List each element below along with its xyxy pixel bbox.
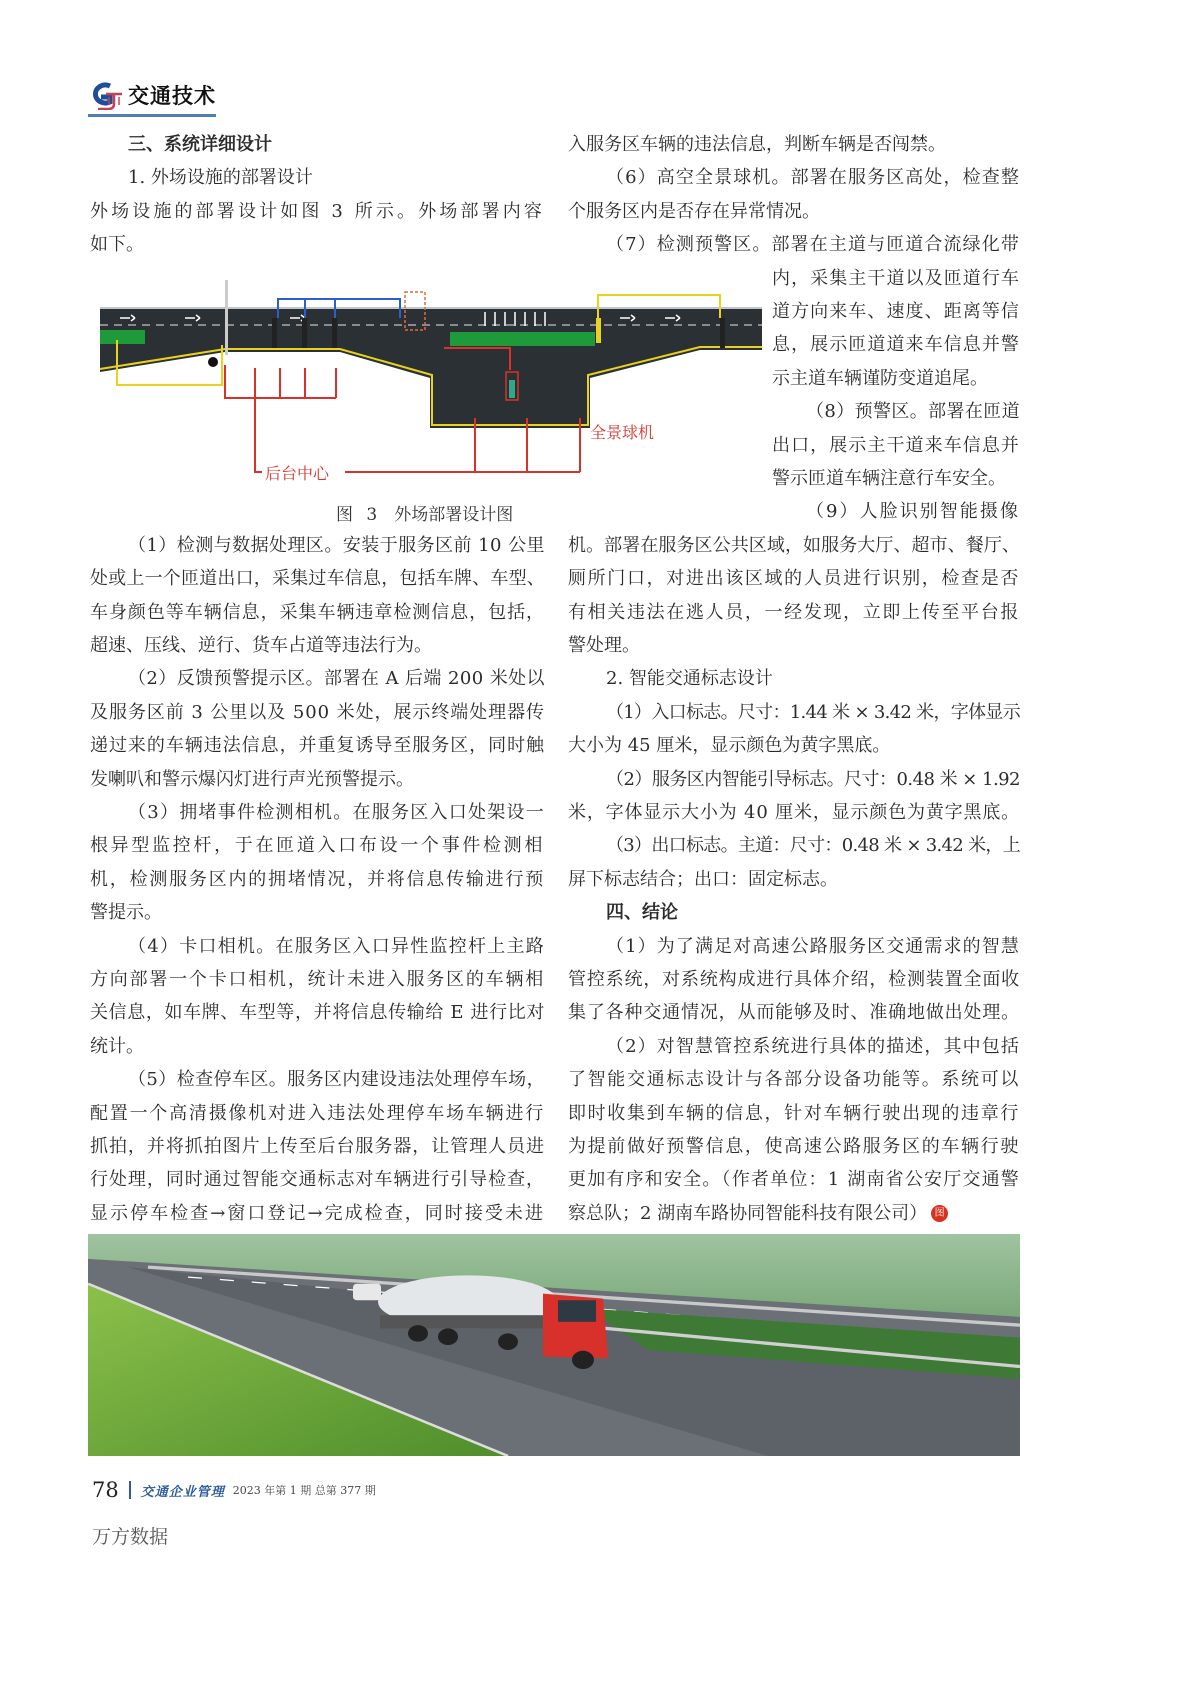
text-line: 为提前做好预警信息，使高速公路服务区的车辆行驶 — [568, 1136, 1020, 1157]
text-line: 道方向来车、速度、距离等信 — [772, 301, 1020, 322]
text-line: （8）预警区。部署在匝道 — [806, 401, 1020, 423]
text-line: （1）为了满足对高速公路服务区交通需求的智慧 — [606, 935, 1021, 957]
page-footer — [92, 1478, 376, 1502]
text-line: 内，采集主干道以及匝道行车 — [772, 267, 1020, 289]
figure-3-deployment-diagram — [95, 270, 767, 495]
text-line: 如下。 — [90, 234, 144, 256]
text-line: 息，展示匝道道来车信息并警 — [772, 334, 1020, 356]
text-line: 集了各种交通情况，从而能够及时、准确地做出处理。 — [568, 1002, 1020, 1024]
text-line: （6）高空全景球机。部署在服务区高处，检查整 — [606, 167, 1021, 189]
text-line: 1. 外场设施的部署设计 — [128, 167, 313, 189]
text-line: 超速、压线、逆行、货车占道等违法行为。 — [90, 635, 432, 656]
text-line: 有相关违法在逃人员，一经发现，立即上传至平台报 — [568, 601, 1020, 623]
section-header — [88, 78, 216, 117]
journal-logo-icon — [88, 80, 124, 110]
label-backend-center: 后台中心 — [265, 464, 330, 483]
text-line: （4）卡口相机。在服务区入口异性监控杆上主路 — [128, 935, 545, 957]
text-line: 屏下标志结合；出口：固定标志。 — [568, 868, 838, 890]
highway-truck-photo — [88, 1234, 1020, 1456]
text-line: 示主道车辆谨防变道追尾。 — [772, 367, 988, 389]
text-line: 厕所门口，对进出该区域的人员进行识别，检查是否 — [568, 568, 1020, 590]
text-line: （3）出口标志。主道：尺寸：0.48 米 × 3.42 米，上 — [606, 835, 1020, 857]
text-line: 车身颜色等车辆信息，采集车辆违章检测信息，包括， — [90, 601, 545, 623]
article-end-mark-icon: 图 — [931, 1205, 948, 1222]
text-line: 入服务区车辆的违法信息，判断车辆是否闯禁。 — [568, 134, 946, 155]
text-line: 警示匝道车辆注意行车安全。 — [772, 468, 1006, 489]
text-line: （2）反馈预警提示区。部署在 A 后端 200 米处以 — [128, 668, 545, 690]
footer-divider — [129, 1481, 131, 1499]
text-line: 即时收集到车辆的信息，针对车辆行驶出现的违章行 — [568, 1102, 1020, 1124]
text-line: 机，检测服务区内的拥堵情况，并将信息传输进行预 — [90, 868, 546, 890]
text-line: 出口，展示主干道来车信息并 — [772, 434, 1020, 456]
section-heading: 三、系统详细设计 — [128, 134, 272, 155]
page-number: 78 — [92, 1478, 119, 1502]
section-title: 交通技术 — [128, 84, 216, 108]
text-line: 发喇叭和警示爆闪灯进行声光预警提示。 — [90, 768, 414, 790]
text-line: 递过来的车辆违法信息，并重复诱导至服务区，同时触 — [90, 735, 545, 757]
text-line: 警处理。 — [568, 635, 640, 656]
issue-info: 2023 年第 1 期 总第 377 期 — [232, 1484, 376, 1497]
green-median-center — [450, 332, 595, 346]
text-line: 行处理，同时通过智能交通标志对车辆进行引导检查， — [90, 1169, 545, 1191]
text-line: 显示停车检查→窗口登记→完成检查，同时接受未进 — [90, 1202, 545, 1224]
text-line: （1）检测与数据处理区。安装于服务区前 10 公里 — [128, 534, 545, 556]
text-line: 机。部署在服务区公共区域，如服务大厅、超市、餐厅、 — [568, 534, 1020, 556]
text-line: 察总队；2 湖南车路协同智能科技有限公司） 图 — [568, 1202, 948, 1226]
green-median-left — [100, 330, 145, 344]
text-line: （2）对智慧管控系统进行具体的描述，其中包括 — [606, 1035, 1021, 1057]
text-line: 外场设施的部署设计如图 3 所示。外场部署内容 — [90, 200, 545, 222]
text-line: 配置一个高清摄像机对进入违法处理停车场车辆进行 — [90, 1102, 546, 1124]
text-line: 统计。 — [90, 1035, 144, 1057]
watermark-text: 万方数据 — [92, 1526, 169, 1548]
label-panoramic-camera: 全景球机 — [590, 423, 655, 442]
text-line: 警提示。 — [90, 902, 162, 924]
text-line: 米，字体显示大小为 40 厘米，显示颜色为黄字黑底。 — [568, 802, 1020, 823]
text-line: 关信息，如车牌、车型等，并将信息传输给 E 进行比对 — [90, 1002, 545, 1024]
text-line: （2）服务区内智能引导标志。尺寸：0.48 米 × 1.92 — [606, 768, 1020, 790]
figure-caption: 图 3 外场部署设计图 — [336, 505, 514, 525]
text-line: （7）检测预警区。部署在主道与匝道合流绿化带 — [606, 234, 1021, 256]
text-line: 2. 智能交通标志设计 — [606, 668, 773, 690]
text-line: 方向部署一个卡口相机，统计未进入服务区的车辆相 — [90, 969, 546, 990]
text-line: （9）人脸识别智能摄像 — [806, 501, 1021, 523]
text-line: （5）检查停车区。服务区内建设违法处理停车场， — [128, 1069, 545, 1091]
text-line: 根异型监控杆，于在匝道入口布设一个事件检测相 — [90, 835, 546, 857]
text-line: 大小为 45 厘米，显示颜色为黄字黑底。 — [568, 735, 891, 757]
text-line: 管控系统，对系统构成进行具体介绍，检测装置全面收 — [568, 969, 1020, 990]
section-heading: 四、结论 — [606, 902, 678, 924]
magazine-name: 交通企业管理 — [140, 1484, 225, 1500]
text-line: 了智能交通标志设计与各部分设备功能等。系统可以 — [568, 1069, 1020, 1091]
text-line: 个服务区内是否存在异常情况。 — [568, 200, 820, 222]
text-line: 及服务区前 3 公里以及 500 米处，展示终端处理器传 — [90, 701, 545, 723]
text-line: 抓拍，并将抓拍图片上传至后台服务器，让管理人员进 — [90, 1136, 545, 1157]
text-line: 更加有序和安全。（作者单位：1 湖南省公安厅交通警 — [568, 1169, 1020, 1191]
text-line: （1）入口标志。尺寸：1.44 米 × 3.42 米，字体显示 — [606, 701, 1020, 723]
text-line: （3）拥堵事件检测相机。在服务区入口处架设一 — [128, 802, 545, 823]
text-line: 处或上一个匝道出口，采集过车信息，包括车牌、车型、 — [90, 568, 545, 590]
